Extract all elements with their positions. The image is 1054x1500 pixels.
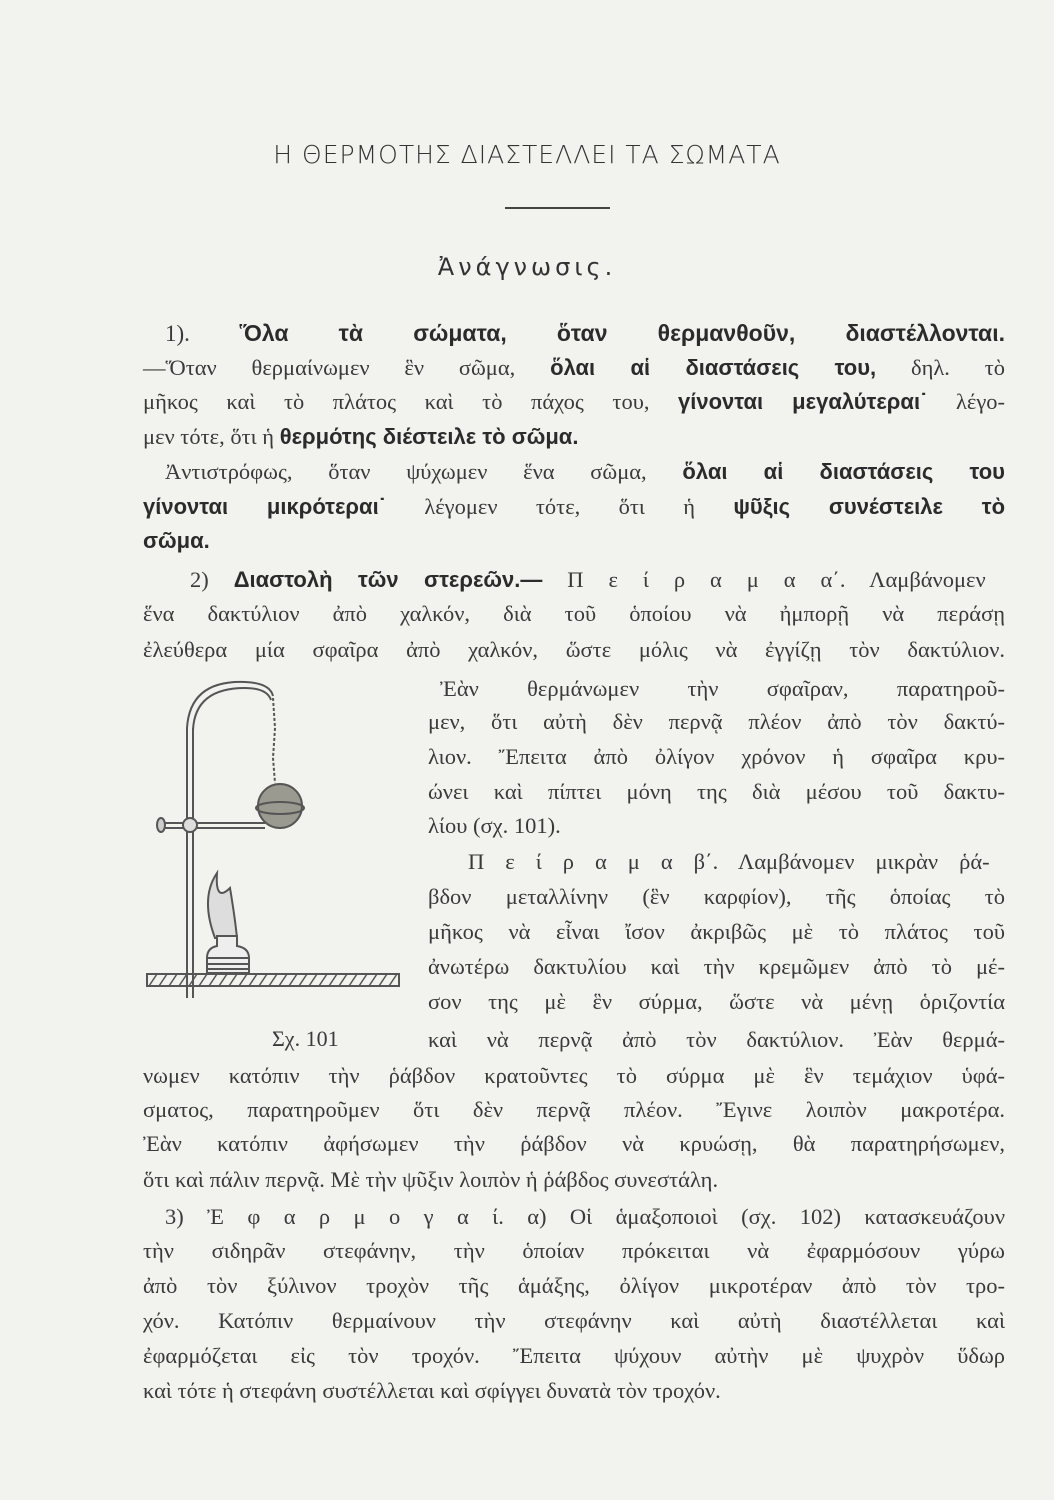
text-segment: ἐφαρμόζεται εἰς τὸν τροχόν. Ἔπειτα ψύχουν αὐτὴν μὲ ψυχρὸν ὕδωρ [143,1343,1005,1368]
text-segment: λίου (σχ. 101). [428,813,561,838]
text-line [440,674,1005,704]
text-line [143,526,210,556]
bold-text-segment: Ὅλα τὰ σώματα, ὅταν θερμανθοῦν, διαστέλλονται. [239,320,1005,346]
text-line [143,1271,1005,1301]
metal-ball [258,784,302,828]
text-line [143,1129,1005,1159]
text-segment: λέγο- [927,389,1005,414]
text-segment: ἐλεύθερα μία σφαῖρα ἀπὸ χαλκόν, ὥστε μόλις νὰ ἐγγίζῃ τὸν δακτύλιον. [143,637,1005,662]
text-line [190,565,986,595]
text-segment: Ἐὰν κατόπιν ἀφήσωμεν τὴν ῥάβδον νὰ κρυώσῃ, θὰ παρατηρήσωμεν, [143,1131,1005,1156]
text-line [428,742,1005,772]
bold-text-segment: ψῦξις συνέστειλε τὸ [733,494,1006,519]
text-segment: μεν, ὅτι αὐτὴ δὲν περνᾷ πλέον ἀπὸ τὸν δακτύ- [428,709,1005,734]
bold-text-segment: Διαστολὴ τῶν στερεῶν.— [233,567,543,592]
text-segment: μῆκος νὰ εἶναι ἴσον ἀκριβῶς μὲ τὸ πλάτος τοῦ [428,919,1005,944]
text-segment: Π ε ί ρ α μ α β΄. Λαμβάνομεν μικρὰν ῥά- [468,849,990,874]
text-line [428,1025,1005,1055]
bold-text-segment: γίνονται μεγαλύτεραι˙ [678,389,928,414]
bold-text-segment: γίνονται μικρότεραι˙ [143,494,387,519]
page-title: Η ΘΕΡΜΟΤΗΣ ΔΙΑΣΤΕΛΛΕΙ ΤΑ ΣΩΜΑΤΑ [273,140,781,169]
text-segment: ἕνα δακτύλιον ἀπὸ χαλκόν, διὰ τοῦ ὁποίου νὰ ἠμπορῇ νὰ περάσῃ [143,601,1005,626]
text-line [143,492,1005,522]
text-line [468,847,990,877]
text-segment: ἀνωτέρω δακτυλίου καὶ τὴν κρεμῶμεν ἀπὸ τὸ μέ- [428,954,1005,979]
text-line [428,882,1005,912]
text-line [143,1061,1005,1091]
text-segment: —Ὅταν θερμαίνωμεν ἓν σῶμα, [143,355,551,380]
text-line [143,353,1005,383]
text-segment: σον της μὲ ἓν σύρμα, ὥστε νὰ μένῃ ὁριζοντία [428,989,1005,1014]
bold-text-segment: σῶμα. [143,528,210,553]
text-line [143,422,578,452]
bold-text-segment: ὅλαι αἱ διαστάσεις του [682,459,1005,484]
text-line [428,917,1005,947]
text-line [428,707,1005,737]
text-segment: καὶ νὰ περνᾷ ἀπὸ τὸν δακτύλιον. Ἐὰν θερμά- [428,1027,1005,1052]
text-segment: καὶ τότε ἡ στεφάνη συστέλλεται καὶ σφίγγει δυνατὰ τὸν τροχόν. [143,1378,721,1403]
text-segment: χόν. Κατόπιν θερμαίνουν τὴν στεφάνην καὶ αὐτὴ διαστέλλεται καὶ [143,1308,1005,1333]
text-segment: μεν τότε, ὅτι ἡ [143,424,280,449]
text-line [143,1306,1005,1336]
text-line [143,1236,1005,1266]
text-segment: μῆκος καὶ τὸ πλάτος καὶ τὸ πάχος του, [143,389,679,414]
text-line [428,987,1005,1017]
text-line [143,1341,1005,1371]
bold-text-segment: θερμότης διέστειλε τὸ σῶμα. [279,424,579,449]
text-line [143,1165,718,1195]
chain [273,698,275,783]
spirit-lamp [207,936,249,973]
text-line [143,599,1005,629]
flame [208,873,237,938]
text-segment: Ἀντιστρόφως, ὅταν ψύχωμεν ἕνα σῶμα, [165,459,683,484]
text-line [428,952,1005,982]
title-divider [505,207,610,209]
text-line [165,318,1005,348]
text-line [165,457,1005,487]
text-segment: νωμεν κατόπιν τὴν ῥάβδον κρατοῦντες τὸ σύρμα μὲ ἓν τεμάχιον ὑφά- [143,1063,1005,1088]
figure-caption: Σχ. 101 [272,1026,339,1051]
text-segment: ώνει καὶ πίπτει μόνη της διὰ μέσου τοῦ δακτυ- [428,779,1005,804]
text-line [143,635,1005,665]
text-line [165,1202,1005,1232]
bold-text-segment: ὅλαι αἱ διαστάσεις του, [550,355,877,380]
text-segment: ἀπὸ τὸν ξύλινον τροχὸν τῆς ἁμάξης, ὀλίγον μικροτέραν ἀπὸ τὸν τρο- [143,1273,1005,1298]
figure-ball-and-ring-apparatus [145,668,405,1028]
text-segment: τὴν σιδηρᾶν στεφάνην, τὴν ὁποίαν πρόκειται νὰ ἐφαρμόσουν γύρω [143,1238,1005,1263]
text-segment: σματος, παρατηροῦμεν ὅτι δὲν περνᾷ πλέον. Ἔγινε λοιπὸν μακροτέρα. [143,1097,1005,1122]
text-segment: 2) [190,567,234,592]
text-segment: Ἐὰν θερμάνωμεν τὴν σφαῖραν, παρατηροῦ- [440,676,1005,701]
text-line [143,387,1005,417]
text-line [428,811,561,841]
text-line [428,777,1005,807]
text-segment: δηλ. τὸ [876,355,1006,380]
text-segment: 1). [165,321,240,346]
text-segment: λέγομεν τότε, ὅτι ἡ [386,494,734,519]
text-line [143,1095,1005,1125]
text-segment: 3) Ἐ φ α ρ μ ο γ α ί. α) Οἱ ἁμαξοποιοὶ (σχ. 102) κατασκευάζουν [165,1204,1005,1229]
text-segment: βδον μεταλλίνην (ἓν καρφίον), τῆς ὁποίας τὸ [428,884,1005,909]
text-segment: Π ε ί ρ α μ α α΄. Λαμβάνομεν [542,567,986,592]
text-segment: λιον. Ἔπειτα ἀπὸ ὀλίγον χρόνον ἡ σφαῖρα κρυ- [428,744,1005,769]
text-segment: ὅτι καὶ πάλιν περνᾷ. Μὲ τὴν ψῦξιν λοιπὸν ἡ ῥάβδος συνεστάλη. [143,1167,719,1192]
text-line [143,1376,721,1406]
section-heading: Ἀνάγνωσις. [437,253,617,281]
